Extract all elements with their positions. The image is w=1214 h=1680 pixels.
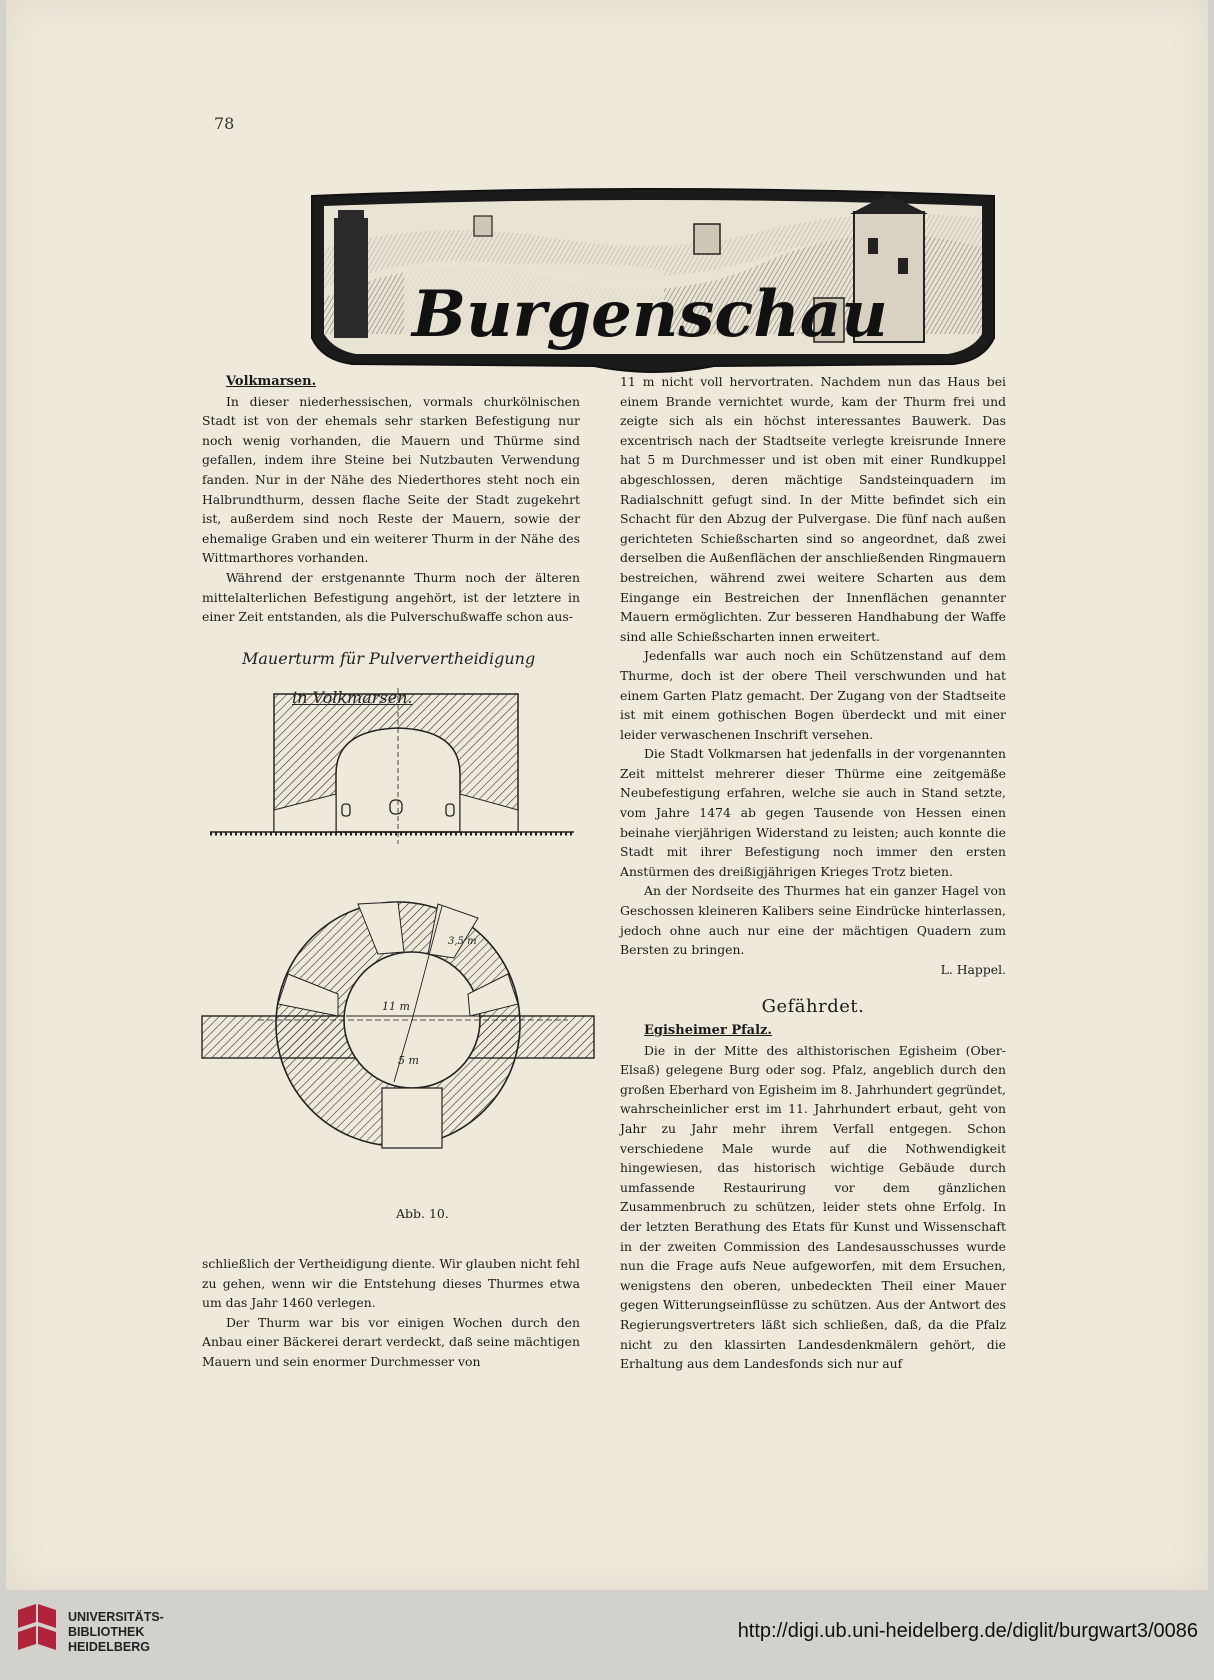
dimension-radius: 5 m (398, 1054, 419, 1067)
source-url-link[interactable]: http://digi.ub.uni-heidelberg.de/diglit/burgwart3/0086 (737, 1620, 1198, 1642)
figure-title-line1: Mauerturm für Pulververtheidigung (242, 649, 536, 668)
library-name-line2: BIBLIOTHEK (68, 1625, 145, 1639)
paragraph: In dieser niederhessischen, vormals churkölnischen Stadt ist von der ehemals sehr starken Befestigung nur noch wenig vorhanden, die Mauern und Thürme sind gefallen, indem ihre Steine bei Nutzbauten Verwendung fanden. Nur in der Nähe des Niederthores steht noch ein Halbrundthurm, dessen flache Seite der Stadt zugekehrt ist, außerdem sind noch Reste der Mauern, sowie der ehemalige Graben und ein weiterer Thurm in der Nähe des Wittmarthores vorhanden. (202, 393, 580, 566)
library-logo-icon (14, 1602, 60, 1662)
section-heading-volkmarsen: Volkmarsen. (226, 374, 317, 389)
paragraph: Die Stadt Volkmarsen hat jedenfalls in der vorgenannten Zeit mittelst mehrerer dieser Thürme eine zeitgemäße Neubefestigung erfahren, welche sie auch in Stand setzte, vom Jahre 1474 ab gegen Tausende von Hessen einen beinahe vierjährigen Widerstand zu leisten; auch konnte die Stadt mit ihrer Befestigung noch immer den ersten Anstürmen des dreißigjährigen Krieges Trotz bieten. (620, 746, 1006, 879)
library-name-line3: HEIDELBERG (68, 1640, 150, 1654)
library-name[interactable] (68, 1610, 164, 1655)
paragraph: schließlich der Vertheidigung diente. Wir glauben nicht fehl zu gehen, wenn wir die Entstehung dieses Thurmes etwa um das Jahr 1460 verlegen. (202, 1256, 580, 1311)
paragraph: Der Thurm war bis vor einigen Wochen durch den Anbau einer Bäckerei derart verdeckt, daß seine mächtigen Mauern und sein enormer Durchmesser von (202, 1314, 580, 1369)
dimension-diameter: 11 m (382, 1000, 410, 1013)
section-title-gefaehrdet: Gefährdet. (761, 996, 865, 1018)
tower-plan-and-section (202, 649, 622, 1232)
paragraph: An der Nordseite des Thurmes hat ein ganzer Hagel von Geschossen kleineren Kalibers seine Eindrücke hinterlassen, jedoch ohne auch nur eine der mächtigen Quadern zum Bersten zu bringen. (620, 883, 1006, 958)
footer-bar (0, 1590, 1214, 1680)
scanned-page (6, 0, 1208, 1590)
figure-title-line2: in Volkmarsen. (292, 688, 413, 707)
banner-illustration (294, 188, 1012, 380)
banner-title: Burgenschau (412, 277, 888, 352)
signature: L. Happel. (940, 961, 1006, 977)
paragraph: Während der erstgenannte Thurm noch der älteren mittelalterlichen Befestigung angehört, ist der letztere in einer Zeit entstanden, als die Pulverschußwaffe schon aus- (202, 569, 580, 625)
paragraph: Jedenfalls war auch noch ein Schützenstand auf dem Thurme, doch ist der obere Theil verschwunden und hat einem Garten Platz gemacht. Der Zugang von der Stadtseite ist mit einem gothischen Bogen überdeckt und mit einer leider verwaschenen Inschrift versehen. (620, 648, 1006, 742)
left-column-top (202, 372, 580, 627)
right-column (620, 372, 1006, 1374)
page-number: 78 (214, 114, 235, 133)
subheading-egisheimer-pfalz: Egisheimer Pfalz. (644, 1023, 772, 1038)
dimension-wall: 3,5 m (448, 936, 477, 947)
tower-drawing-figure (202, 649, 622, 1232)
paragraph: 11 m nicht voll hervortraten. Nachdem nun das Haus bei einem Brande vernichtet wurde, kam der Thurm frei und zeigte sich als ein höchst interessantes Bauwerk. Das excentrisch nach der Stadtseite verlegte kreisrunde Innere hat 5 m Durchmesser und ist oben mit einer Rundkuppel abgeschlossen, deren mächtige Sandsteinquadern im Radialschnitt gefugt sind. In der Mitte befindet sich ein Schacht für den Abzug der Pulvergase. Die fünf nach außen gerichteten Schießscharten sind so angeordnet, daß zwei derselben die Außenflächen der anschließenden Ringmauern bestreichen, während zwei weitere Scharten aus dem Eingange ein Bestreichen der Innenflächen genannter Mauern ermöglichten. Zur besseren Handhabung der Waffe sind alle Schießscharten innen erweitert. (620, 374, 1006, 644)
library-name-line1: UNIVERSITÄTS- (68, 1610, 164, 1624)
burgenschau-banner (294, 188, 1012, 380)
paragraph: Die in der Mitte des althistorischen Egisheim (Ober-Elsaß) gelegene Burg oder sog. Pfalz, angeblich durch den großen Eberhard von Egisheim im 8. Jahrhundert gegründet, wahrscheinlicher erst im 11. Jahrhundert erbaut, geht von Jahr zu Jahr mehr ihrem Verfall entgegen. Schon verschiedene Male wurde auf die Nothwendigkeit hingewiesen, das historisch wichtige Gebäude durch umfassende Restaurirung vor dem gänzlichen Zusammenbruch zu schützen, leider stets ohne Erfolg. In der letzten Berathung des Etats für Kunst und Wissenschaft in der zweiten Commission des Landesausschusses wurde nun die Frage aufs Neue aufgeworfen, mit dem Ersuchen, wenigstens den oberen, unbedeckten Theil einer Mauer gegen Witterungseinflüsse zu schützen. Aus der Antwort des Regierungsvertreters läßt sich schließen, daß, da die Pfalz nicht zu den klassirten Landesdenkmälern gehört, die Erhaltung aus dem Landesfonds sich nur auf (620, 1042, 1006, 1372)
left-column-bottom (202, 1254, 580, 1372)
signature-line (620, 960, 1006, 980)
figure-caption: Abb. 10. (396, 1206, 449, 1221)
